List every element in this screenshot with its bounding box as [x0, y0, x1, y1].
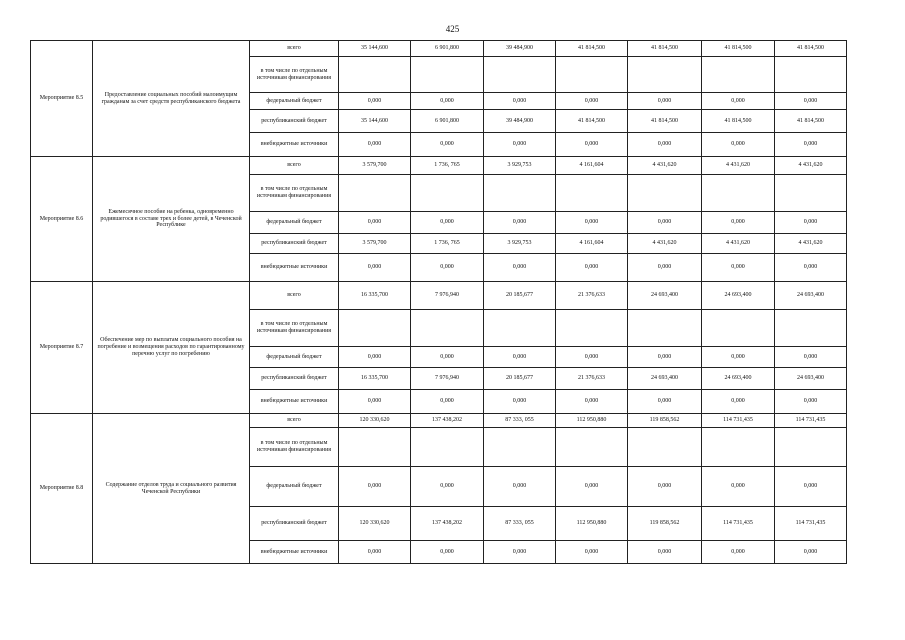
value-cell: [484, 428, 556, 467]
value-cell: 114 731,435: [702, 507, 775, 541]
value-cell: 4 431,620: [702, 234, 775, 254]
value-cell: 24 693,400: [775, 368, 847, 390]
value-cell: 1 736, 765: [411, 234, 484, 254]
value-cell: 120 330,620: [339, 507, 411, 541]
funding-source: внебюджетные источники: [250, 390, 339, 414]
funding-source: внебюджетные источники: [250, 254, 339, 282]
value-cell: [702, 428, 775, 467]
value-cell: 0,000: [775, 212, 847, 234]
value-cell: 0,000: [556, 347, 628, 368]
value-cell: 0,000: [411, 467, 484, 507]
value-cell: 3 579,700: [339, 234, 411, 254]
table-row: [31, 157, 847, 175]
value-cell: 6 901,800: [411, 110, 484, 133]
value-cell: [556, 57, 628, 93]
value-cell: 0,000: [411, 254, 484, 282]
measure-name: Мероприятие 8.8: [31, 414, 93, 564]
value-cell: [556, 310, 628, 347]
value-cell: 3 929,753: [484, 157, 556, 175]
value-cell: 0,000: [339, 133, 411, 157]
value-cell: 41 814,500: [628, 41, 702, 57]
value-cell: 0,000: [775, 541, 847, 564]
value-cell: 7 976,940: [411, 368, 484, 390]
value-cell: 3 579,700: [339, 157, 411, 175]
value-cell: 0,000: [775, 347, 847, 368]
value-cell: 4 431,620: [702, 157, 775, 175]
value-cell: 0,000: [411, 541, 484, 564]
value-cell: 24 693,400: [628, 368, 702, 390]
value-cell: 87 333, 055: [484, 507, 556, 541]
funding-source: республиканский бюджет: [250, 368, 339, 390]
value-cell: 137 438,202: [411, 414, 484, 428]
funding-source: федеральный бюджет: [250, 93, 339, 110]
value-cell: 0,000: [775, 93, 847, 110]
funding-source: в том числе по отдельным источникам финансирования: [250, 175, 339, 212]
value-cell: 0,000: [775, 467, 847, 507]
value-cell: [702, 175, 775, 212]
value-cell: 0,000: [628, 212, 702, 234]
funding-source: в том числе по отдельным источникам финансирования: [250, 310, 339, 347]
value-cell: 0,000: [628, 133, 702, 157]
value-cell: 0,000: [628, 541, 702, 564]
value-cell: 0,000: [775, 133, 847, 157]
table-body: [31, 41, 847, 564]
value-cell: [702, 310, 775, 347]
value-cell: 41 814,500: [702, 41, 775, 57]
value-cell: 0,000: [484, 254, 556, 282]
value-cell: 0,000: [702, 541, 775, 564]
value-cell: [628, 175, 702, 212]
value-cell: 39 484,900: [484, 41, 556, 57]
value-cell: 35 144,600: [339, 41, 411, 57]
value-cell: 0,000: [484, 541, 556, 564]
value-cell: 0,000: [556, 467, 628, 507]
funding-source: внебюджетные источники: [250, 133, 339, 157]
value-cell: 0,000: [775, 390, 847, 414]
value-cell: [484, 57, 556, 93]
funding-source: федеральный бюджет: [250, 212, 339, 234]
value-cell: 0,000: [411, 133, 484, 157]
value-cell: [775, 428, 847, 467]
value-cell: [628, 310, 702, 347]
value-cell: [775, 310, 847, 347]
value-cell: [411, 428, 484, 467]
value-cell: 112 950,880: [556, 507, 628, 541]
value-cell: 0,000: [339, 347, 411, 368]
value-cell: 0,000: [702, 390, 775, 414]
value-cell: 24 693,400: [628, 282, 702, 310]
value-cell: 0,000: [484, 212, 556, 234]
funding-source: республиканский бюджет: [250, 110, 339, 133]
value-cell: 0,000: [556, 133, 628, 157]
value-cell: 0,000: [339, 390, 411, 414]
value-cell: 16 335,700: [339, 282, 411, 310]
value-cell: 41 814,500: [775, 41, 847, 57]
funding-source: всего: [250, 282, 339, 310]
table-row: [31, 414, 847, 428]
funding-source: республиканский бюджет: [250, 234, 339, 254]
value-cell: 0,000: [702, 254, 775, 282]
value-cell: 119 858,562: [628, 507, 702, 541]
value-cell: [484, 175, 556, 212]
budget-table: [30, 40, 847, 564]
value-cell: 114 731,435: [775, 414, 847, 428]
value-cell: 0,000: [628, 390, 702, 414]
value-cell: 0,000: [484, 347, 556, 368]
value-cell: [339, 310, 411, 347]
measure-name: Мероприятие 8.6: [31, 157, 93, 282]
value-cell: 41 814,500: [556, 110, 628, 133]
measure-description: Предоставление социальных пособий малоимущим гражданам за счет средств республиканского бюджета: [93, 41, 250, 157]
value-cell: 0,000: [702, 133, 775, 157]
value-cell: 120 330,620: [339, 414, 411, 428]
value-cell: 7 976,940: [411, 282, 484, 310]
value-cell: 0,000: [628, 93, 702, 110]
value-cell: 20 185,677: [484, 282, 556, 310]
value-cell: 41 814,500: [775, 110, 847, 133]
funding-source: республиканский бюджет: [250, 507, 339, 541]
measure-description: Обеспечение мер по выплатам социального пособия на погребение и возмещения расходов по гарантированному перечню услуг по погребению: [93, 282, 250, 414]
value-cell: 0,000: [702, 467, 775, 507]
table-row: [31, 41, 847, 57]
value-cell: 0,000: [484, 467, 556, 507]
value-cell: 21 376,633: [556, 368, 628, 390]
funding-source: в том числе по отдельным источникам финансирования: [250, 428, 339, 467]
value-cell: 41 814,500: [702, 110, 775, 133]
value-cell: 0,000: [339, 541, 411, 564]
value-cell: 24 693,400: [702, 282, 775, 310]
value-cell: 0,000: [702, 212, 775, 234]
value-cell: 0,000: [411, 347, 484, 368]
value-cell: 0,000: [775, 254, 847, 282]
value-cell: 0,000: [339, 212, 411, 234]
value-cell: [339, 428, 411, 467]
value-cell: 0,000: [702, 347, 775, 368]
value-cell: [339, 57, 411, 93]
value-cell: 41 814,500: [556, 41, 628, 57]
value-cell: [339, 175, 411, 212]
value-cell: [628, 428, 702, 467]
value-cell: 0,000: [702, 93, 775, 110]
value-cell: 4 431,620: [628, 234, 702, 254]
value-cell: 0,000: [339, 254, 411, 282]
measure-name: Мероприятие 8.7: [31, 282, 93, 414]
measure-description: Содержание отделов труда и социального развития Чеченской Республики: [93, 414, 250, 564]
value-cell: [484, 310, 556, 347]
value-cell: 112 950,880: [556, 414, 628, 428]
value-cell: [556, 428, 628, 467]
value-cell: 137 438,202: [411, 507, 484, 541]
value-cell: 114 731,435: [702, 414, 775, 428]
value-cell: [411, 175, 484, 212]
value-cell: [556, 175, 628, 212]
value-cell: 0,000: [339, 467, 411, 507]
funding-source: внебюджетные источники: [250, 541, 339, 564]
value-cell: 41 814,500: [628, 110, 702, 133]
value-cell: 24 693,400: [702, 368, 775, 390]
value-cell: 6 901,800: [411, 41, 484, 57]
value-cell: 4 161,604: [556, 157, 628, 175]
value-cell: 0,000: [484, 133, 556, 157]
value-cell: 114 731,435: [775, 507, 847, 541]
value-cell: [411, 310, 484, 347]
value-cell: 4 431,620: [775, 157, 847, 175]
value-cell: 0,000: [556, 93, 628, 110]
value-cell: 0,000: [484, 93, 556, 110]
measure-name: Мероприятие 8.5: [31, 41, 93, 157]
value-cell: 4 161,604: [556, 234, 628, 254]
value-cell: 0,000: [556, 254, 628, 282]
value-cell: 24 693,400: [775, 282, 847, 310]
table-row: [31, 282, 847, 310]
value-cell: 0,000: [339, 93, 411, 110]
value-cell: 3 929,753: [484, 234, 556, 254]
value-cell: [411, 57, 484, 93]
funding-source: всего: [250, 157, 339, 175]
value-cell: 0,000: [556, 390, 628, 414]
funding-source: всего: [250, 41, 339, 57]
value-cell: 0,000: [556, 541, 628, 564]
value-cell: 87 333, 055: [484, 414, 556, 428]
funding-source: в том числе по отдельным источникам финансирования: [250, 57, 339, 93]
funding-source: всего: [250, 414, 339, 428]
value-cell: 1 736, 765: [411, 157, 484, 175]
value-cell: 35 144,600: [339, 110, 411, 133]
page-number: 425: [445, 24, 460, 34]
value-cell: 0,000: [484, 390, 556, 414]
value-cell: 119 858,562: [628, 414, 702, 428]
funding-source: федеральный бюджет: [250, 347, 339, 368]
value-cell: 0,000: [556, 212, 628, 234]
funding-source: федеральный бюджет: [250, 467, 339, 507]
value-cell: [628, 57, 702, 93]
value-cell: 20 185,677: [484, 368, 556, 390]
value-cell: [775, 175, 847, 212]
value-cell: 16 335,700: [339, 368, 411, 390]
value-cell: 4 431,620: [628, 157, 702, 175]
value-cell: 0,000: [628, 347, 702, 368]
value-cell: 0,000: [411, 212, 484, 234]
value-cell: 0,000: [411, 93, 484, 110]
value-cell: 0,000: [628, 467, 702, 507]
value-cell: 4 431,620: [775, 234, 847, 254]
measure-description: Ежемесячное пособие на ребенка, одновременно родившегося в составе трех и более детей, в Чеченской Республике: [93, 157, 250, 282]
value-cell: [702, 57, 775, 93]
value-cell: [775, 57, 847, 93]
value-cell: 39 484,900: [484, 110, 556, 133]
value-cell: 0,000: [411, 390, 484, 414]
value-cell: 0,000: [628, 254, 702, 282]
value-cell: 21 376,633: [556, 282, 628, 310]
